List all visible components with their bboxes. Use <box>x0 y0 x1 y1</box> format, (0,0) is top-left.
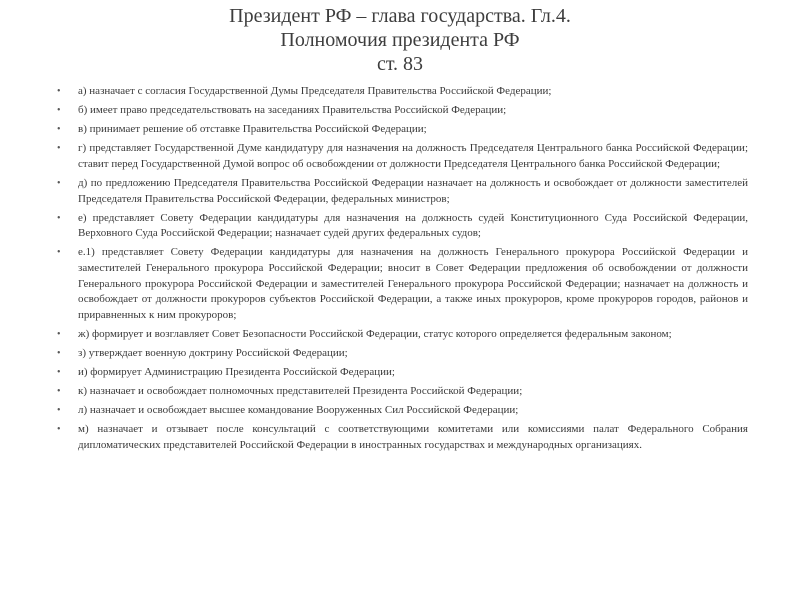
bullet-icon: • <box>57 347 61 359</box>
title-line-1: Президент РФ – глава государства. Гл.4. <box>229 5 571 27</box>
list-item-text: е) представляет Совету Федерации кандидатуры для назначения на должность судей Конституционного Суда Российской Федерации, Верховного Суда Российской Федерации; назначает судей других федеральных судов; <box>78 211 748 240</box>
list-item <box>0 122 748 138</box>
bullet-icon: • <box>57 212 61 224</box>
bullet-icon: • <box>57 247 61 259</box>
list-item <box>0 141 748 172</box>
list-item <box>0 176 748 207</box>
bullet-icon: • <box>57 86 61 97</box>
list-item <box>0 103 748 119</box>
list-item-text: а) назначает с согласия Государственной Думы Председателя Правительства Российской Федерации; <box>78 85 552 97</box>
list-item <box>0 365 748 381</box>
list-item-text: г) представляет Государственной Думе кандидатуру для назначения на должность Председателя Центрального банка Российской Федерации; ставит перед Государственной Думой вопрос об освобождении от должности Председателя Центрального банка Российской Федерации; <box>78 142 748 170</box>
list-item <box>0 422 748 453</box>
bullet-icon: • <box>57 105 61 117</box>
list-item <box>0 327 748 343</box>
list-item <box>0 84 748 100</box>
bullet-icon: • <box>57 177 61 189</box>
list-item-text: д) по предложению Председателя Правительства Российской Федерации назначает на должность и освобождает от должности заместителей Председателя Правительства Российской Федерации, федеральных министров; <box>78 176 748 205</box>
list-item <box>0 211 748 242</box>
list-item-text: е.1) представляет Совету Федерации кандидатуры для назначения на должность Генерального прокурора Российской Федерации и заместителей Генерального прокурора Российской Федерации; вносит в Совет Федерации предложения об освобождении от должности Генерального прокурора Российской Федерации и заместителей Генерального прокурора Российской Федерации; назначает на должность и освобождает от должности прокуроров субъектов Российской Федерации, а также иных прокуроров, кроме прокуроров городов, районов и приравненных к ним прокуроров; <box>78 246 748 321</box>
slide-title <box>0 0 800 76</box>
list-item-text: м) назначает и отзывает после консультаций с соответствующими комитетами или комиссиями палат Федерального Собрания дипломатических представителей Российской Федерации в иностранных государствах и международных организациях. <box>78 423 748 451</box>
bullet-icon: • <box>57 124 61 136</box>
bullet-icon: • <box>57 367 61 378</box>
list-item <box>0 384 748 400</box>
bullet-icon: • <box>57 328 61 340</box>
list-item-text: к) назначает и освобождает полномочных представителей Президента Российской Федерации; <box>78 385 523 398</box>
list-item-text: л) назначает и освобождает высшее командование Вооруженных Сил Российской Федерации; <box>78 404 519 417</box>
bullet-icon: • <box>57 143 61 155</box>
bullet-icon: • <box>57 386 61 398</box>
list-item-text: в) принимает решение об отставке Правительства Российской Федерации; <box>78 123 427 136</box>
list-item-text: и) формирует Администрацию Президента Российской Федерации; <box>78 366 395 378</box>
list-item <box>0 403 748 419</box>
bullet-icon: • <box>57 405 61 417</box>
list-item <box>0 346 748 362</box>
list-item-text: з) утверждает военную доктрину Российской Федерации; <box>78 346 348 359</box>
list-item-text: б) имеет право председательствовать на заседаниях Правительства Российской Федерации; <box>78 104 507 117</box>
powers-list <box>0 84 800 453</box>
title-line-2: Полномочия президента РФ <box>280 29 520 51</box>
bullet-icon: • <box>57 424 61 436</box>
list-item-text: ж) формирует и возглавляет Совет Безопасности Российской Федерации, статус которого определяется федеральным законом; <box>78 327 672 340</box>
title-line-3: ст. 83 <box>376 53 424 75</box>
list-item <box>0 245 748 323</box>
